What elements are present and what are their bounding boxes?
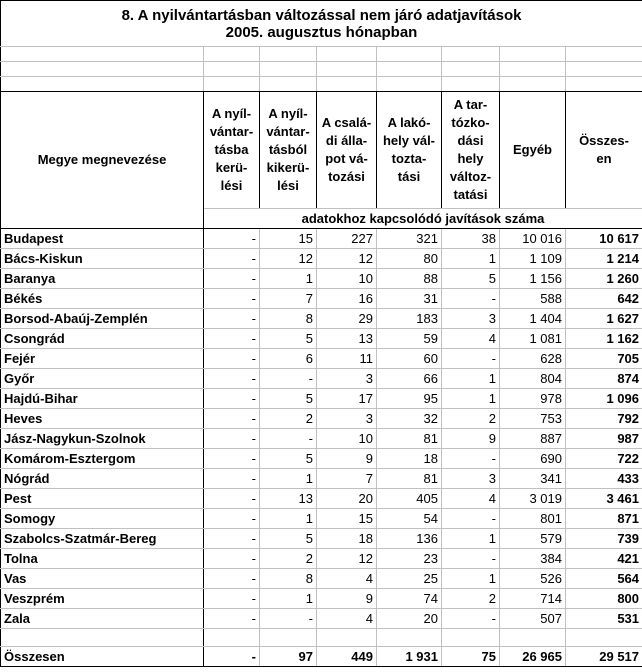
value-cell: 32 bbox=[377, 409, 442, 429]
col-header-3-line: pot vá- bbox=[325, 151, 368, 166]
col-header-2-line: kikerü- bbox=[266, 160, 310, 175]
col-header-1-line: A nyíl- bbox=[211, 106, 252, 121]
table-row bbox=[1, 229, 642, 249]
total-cell: 739 bbox=[566, 529, 642, 549]
total-cell: 722 bbox=[566, 449, 642, 469]
value-cell: 1 081 bbox=[500, 329, 566, 349]
value-cell: 81 bbox=[377, 469, 442, 489]
value-cell: - bbox=[442, 509, 500, 529]
value-cell: - bbox=[204, 647, 260, 667]
col-header-1-line: vántar- bbox=[209, 124, 254, 139]
col-header-4-line: tozta- bbox=[391, 151, 427, 166]
col-header-3 bbox=[317, 92, 377, 209]
county-name: Bács-Kiskun bbox=[1, 249, 204, 269]
county-name: Veszprém bbox=[1, 589, 204, 609]
value-cell: 1 bbox=[442, 389, 500, 409]
table-row bbox=[1, 389, 642, 409]
value-cell: 60 bbox=[377, 349, 442, 369]
value-cell: - bbox=[204, 229, 260, 249]
value-cell: 1 404 bbox=[500, 309, 566, 329]
col-header-6 bbox=[500, 92, 566, 209]
total-cell: 705 bbox=[566, 349, 642, 369]
total-cell: 642 bbox=[566, 289, 642, 309]
table-row bbox=[1, 569, 642, 589]
value-cell: 25 bbox=[377, 569, 442, 589]
value-cell: 1 931 bbox=[377, 647, 442, 667]
table-row bbox=[1, 449, 642, 469]
table-row bbox=[1, 489, 642, 509]
value-cell: 1 bbox=[442, 369, 500, 389]
value-cell: 66 bbox=[377, 369, 442, 389]
table-row bbox=[1, 469, 642, 489]
col-header-2-line: vántar- bbox=[266, 124, 310, 139]
total-cell: 433 bbox=[566, 469, 642, 489]
value-cell: 54 bbox=[377, 509, 442, 529]
value-cell: 23 bbox=[377, 549, 442, 569]
col-header-2-line: tásból bbox=[268, 142, 308, 157]
value-cell: 9 bbox=[317, 589, 377, 609]
value-cell: - bbox=[204, 489, 260, 509]
col-header-5-line: hely bbox=[457, 151, 484, 166]
value-cell: 74 bbox=[377, 589, 442, 609]
value-cell: 13 bbox=[317, 329, 377, 349]
value-cell: - bbox=[204, 389, 260, 409]
total-cell: 987 bbox=[566, 429, 642, 449]
total-cell: 1 096 bbox=[566, 389, 642, 409]
value-cell: 80 bbox=[377, 249, 442, 269]
value-cell: 588 bbox=[500, 289, 566, 309]
value-cell: 1 bbox=[260, 589, 317, 609]
value-cell: - bbox=[442, 549, 500, 569]
col-header-7 bbox=[566, 92, 642, 209]
county-name: Somogy bbox=[1, 509, 204, 529]
value-cell: 1 109 bbox=[500, 249, 566, 269]
total-cell: 874 bbox=[566, 369, 642, 389]
col-header-5 bbox=[442, 92, 500, 209]
value-cell: 95 bbox=[377, 389, 442, 409]
value-cell: 341 bbox=[500, 469, 566, 489]
value-cell: - bbox=[204, 249, 260, 269]
table-row bbox=[1, 609, 642, 629]
total-cell: 792 bbox=[566, 409, 642, 429]
col-header-1 bbox=[204, 92, 260, 209]
table-row bbox=[1, 429, 642, 449]
value-cell: - bbox=[442, 289, 500, 309]
value-cell: 16 bbox=[317, 289, 377, 309]
total-cell: 1 214 bbox=[566, 249, 642, 269]
total-row bbox=[1, 647, 642, 667]
value-cell: 6 bbox=[260, 349, 317, 369]
value-cell: 384 bbox=[500, 549, 566, 569]
value-cell: 10 bbox=[317, 429, 377, 449]
value-cell: 3 bbox=[442, 469, 500, 489]
col-header-6-line: Egyéb bbox=[512, 142, 552, 157]
value-cell: - bbox=[204, 269, 260, 289]
county-name: Békés bbox=[1, 289, 204, 309]
county-name: Hajdú-Bihar bbox=[1, 389, 204, 409]
county-name: Nógrád bbox=[1, 469, 204, 489]
total-cell: 1 260 bbox=[566, 269, 642, 289]
county-name: Tolna bbox=[1, 549, 204, 569]
value-cell: 978 bbox=[500, 389, 566, 409]
value-cell: - bbox=[204, 409, 260, 429]
value-cell: - bbox=[204, 509, 260, 529]
total-cell: 871 bbox=[566, 509, 642, 529]
value-cell: 3 bbox=[317, 369, 377, 389]
col-header-1-line: lési bbox=[220, 178, 243, 193]
value-cell: 628 bbox=[500, 349, 566, 369]
value-cell: 690 bbox=[500, 449, 566, 469]
total-cell: 10 617 bbox=[566, 229, 642, 249]
col-header-3-line: tozási bbox=[328, 169, 365, 184]
value-cell: 526 bbox=[500, 569, 566, 589]
value-cell: 31 bbox=[377, 289, 442, 309]
value-cell: - bbox=[204, 569, 260, 589]
col-header-5-line: tatási bbox=[453, 187, 488, 202]
value-cell: 1 bbox=[260, 509, 317, 529]
value-cell: 2 bbox=[260, 549, 317, 569]
county-name: Fejér bbox=[1, 349, 204, 369]
county-name: Vas bbox=[1, 569, 204, 589]
table-title bbox=[1, 1, 642, 47]
col-header-1-line: kerü- bbox=[215, 160, 248, 175]
total-cell: 1 627 bbox=[566, 309, 642, 329]
value-cell: - bbox=[260, 369, 317, 389]
col-header-3-line: A csalá- bbox=[321, 115, 372, 130]
table-row bbox=[1, 549, 642, 569]
value-cell: 7 bbox=[317, 469, 377, 489]
value-cell: 13 bbox=[260, 489, 317, 509]
table-row bbox=[1, 309, 642, 329]
table-row bbox=[1, 589, 642, 609]
county-name: Csongrád bbox=[1, 329, 204, 349]
value-cell: 59 bbox=[377, 329, 442, 349]
table-row bbox=[1, 369, 642, 389]
col-header-2-line: A nyíl- bbox=[268, 106, 308, 121]
county-name: Zala bbox=[1, 609, 204, 629]
col-header-5-line: változ- bbox=[449, 169, 492, 184]
value-cell: 1 bbox=[260, 469, 317, 489]
total-cell: 564 bbox=[566, 569, 642, 589]
value-cell: 1 bbox=[442, 249, 500, 269]
value-cell: 2 bbox=[442, 409, 500, 429]
value-cell: - bbox=[204, 289, 260, 309]
county-name: Győr bbox=[1, 369, 204, 389]
county-name: Szabolcs-Szatmár-Bereg bbox=[1, 529, 204, 549]
value-cell: 4 bbox=[317, 609, 377, 629]
col-header-1-line: tásba bbox=[214, 142, 249, 157]
col-header-4-line: tási bbox=[397, 169, 421, 184]
value-cell: 2 bbox=[260, 409, 317, 429]
value-cell: - bbox=[204, 589, 260, 609]
table-row bbox=[1, 289, 642, 309]
value-cell: 714 bbox=[500, 589, 566, 609]
value-cell: 5 bbox=[260, 529, 317, 549]
value-cell: 29 bbox=[317, 309, 377, 329]
value-cell: 88 bbox=[377, 269, 442, 289]
value-cell: - bbox=[204, 309, 260, 329]
value-cell: 1 156 bbox=[500, 269, 566, 289]
value-cell: 1 bbox=[260, 269, 317, 289]
value-cell: 804 bbox=[500, 369, 566, 389]
total-cell: 1 162 bbox=[566, 329, 642, 349]
value-cell: 405 bbox=[377, 489, 442, 509]
total-cell: 3 461 bbox=[566, 489, 642, 509]
value-cell: - bbox=[204, 429, 260, 449]
county-name: Jász-Nagykun-Szolnok bbox=[1, 429, 204, 449]
total-cell: 800 bbox=[566, 589, 642, 609]
table-row bbox=[1, 529, 642, 549]
value-cell: 321 bbox=[377, 229, 442, 249]
value-cell: 11 bbox=[317, 349, 377, 369]
value-cell: 8 bbox=[260, 309, 317, 329]
value-cell: - bbox=[204, 609, 260, 629]
value-cell: 12 bbox=[317, 549, 377, 569]
value-cell: 9 bbox=[442, 429, 500, 449]
value-cell: 3 019 bbox=[500, 489, 566, 509]
value-cell: - bbox=[204, 349, 260, 369]
title-line-2: 2005. augusztus hónapban bbox=[225, 23, 418, 41]
county-name: Pest bbox=[1, 489, 204, 509]
value-cell: - bbox=[204, 329, 260, 349]
value-cell: 2 bbox=[442, 589, 500, 609]
value-cell: 136 bbox=[377, 529, 442, 549]
value-cell: 12 bbox=[260, 249, 317, 269]
county-name: Baranya bbox=[1, 269, 204, 289]
subheader: adatokhoz kapcsolódó javítások száma bbox=[204, 209, 642, 229]
value-cell: - bbox=[442, 609, 500, 629]
value-cell: 5 bbox=[260, 329, 317, 349]
value-cell: - bbox=[204, 469, 260, 489]
table-row bbox=[1, 329, 642, 349]
value-cell: 1 bbox=[442, 529, 500, 549]
col-header-4-line: hely vál- bbox=[382, 133, 436, 148]
col-header-4-line: A lakó- bbox=[387, 115, 431, 130]
value-cell: - bbox=[204, 369, 260, 389]
value-cell: 507 bbox=[500, 609, 566, 629]
col-header-5-line: A tar- bbox=[453, 97, 488, 112]
value-cell: 20 bbox=[317, 489, 377, 509]
table-row bbox=[1, 249, 642, 269]
value-cell: 8 bbox=[260, 569, 317, 589]
value-cell: 579 bbox=[500, 529, 566, 549]
value-cell: 81 bbox=[377, 429, 442, 449]
value-cell: 26 965 bbox=[500, 647, 566, 667]
value-cell: 18 bbox=[377, 449, 442, 469]
value-cell: 1 bbox=[442, 569, 500, 589]
header-row bbox=[1, 92, 642, 209]
value-cell: 5 bbox=[442, 269, 500, 289]
value-cell: 801 bbox=[500, 509, 566, 529]
col-header-2-line: lési bbox=[277, 178, 299, 193]
value-cell: 15 bbox=[317, 509, 377, 529]
col-header-3-line: di álla- bbox=[325, 133, 368, 148]
value-cell: 449 bbox=[317, 647, 377, 667]
value-cell: 10 bbox=[317, 269, 377, 289]
value-cell: - bbox=[442, 349, 500, 369]
value-cell: 75 bbox=[442, 647, 500, 667]
value-cell: 887 bbox=[500, 429, 566, 449]
county-header: Megye megnevezése bbox=[1, 92, 204, 229]
value-cell: 5 bbox=[260, 389, 317, 409]
value-cell: 4 bbox=[442, 489, 500, 509]
table-row bbox=[1, 409, 642, 429]
county-name: Budapest bbox=[1, 229, 204, 249]
col-header-5-line: tózko- bbox=[451, 115, 490, 130]
value-cell: 183 bbox=[377, 309, 442, 329]
col-header-7-line: Összes- bbox=[579, 133, 629, 148]
value-cell: 12 bbox=[317, 249, 377, 269]
table-row bbox=[1, 509, 642, 529]
county-name: Heves bbox=[1, 409, 204, 429]
col-header-4 bbox=[377, 92, 442, 209]
value-cell: - bbox=[442, 449, 500, 469]
value-cell: 15 bbox=[260, 229, 317, 249]
county-name: Borsod-Abaúj-Zemplén bbox=[1, 309, 204, 329]
value-cell: 20 bbox=[377, 609, 442, 629]
col-header-7-line: en bbox=[596, 151, 612, 166]
value-cell: 7 bbox=[260, 289, 317, 309]
total-cell: 421 bbox=[566, 549, 642, 569]
value-cell: - bbox=[260, 429, 317, 449]
value-cell: 97 bbox=[260, 647, 317, 667]
value-cell: 18 bbox=[317, 529, 377, 549]
value-cell: 5 bbox=[260, 449, 317, 469]
value-cell: - bbox=[204, 529, 260, 549]
col-header-5-line: dási bbox=[457, 133, 484, 148]
value-cell: - bbox=[260, 609, 317, 629]
value-cell: 10 016 bbox=[500, 229, 566, 249]
value-cell: - bbox=[204, 549, 260, 569]
value-cell: 9 bbox=[317, 449, 377, 469]
col-header-2 bbox=[260, 92, 317, 209]
value-cell: - bbox=[204, 449, 260, 469]
value-cell: 3 bbox=[317, 409, 377, 429]
value-cell: 17 bbox=[317, 389, 377, 409]
value-cell: 753 bbox=[500, 409, 566, 429]
county-name: Összesen bbox=[1, 647, 204, 667]
table-row bbox=[1, 269, 642, 289]
table-row bbox=[1, 349, 642, 369]
title-line-1: 8. A nyilvántartásban változással nem járó adatjavítások bbox=[121, 6, 522, 24]
value-cell: 4 bbox=[317, 569, 377, 589]
total-cell: 531 bbox=[566, 609, 642, 629]
value-cell: 38 bbox=[442, 229, 500, 249]
county-name: Komárom-Esztergom bbox=[1, 449, 204, 469]
total-cell: 29 517 bbox=[566, 647, 642, 667]
value-cell: 4 bbox=[442, 329, 500, 349]
value-cell: 227 bbox=[317, 229, 377, 249]
value-cell: 3 bbox=[442, 309, 500, 329]
